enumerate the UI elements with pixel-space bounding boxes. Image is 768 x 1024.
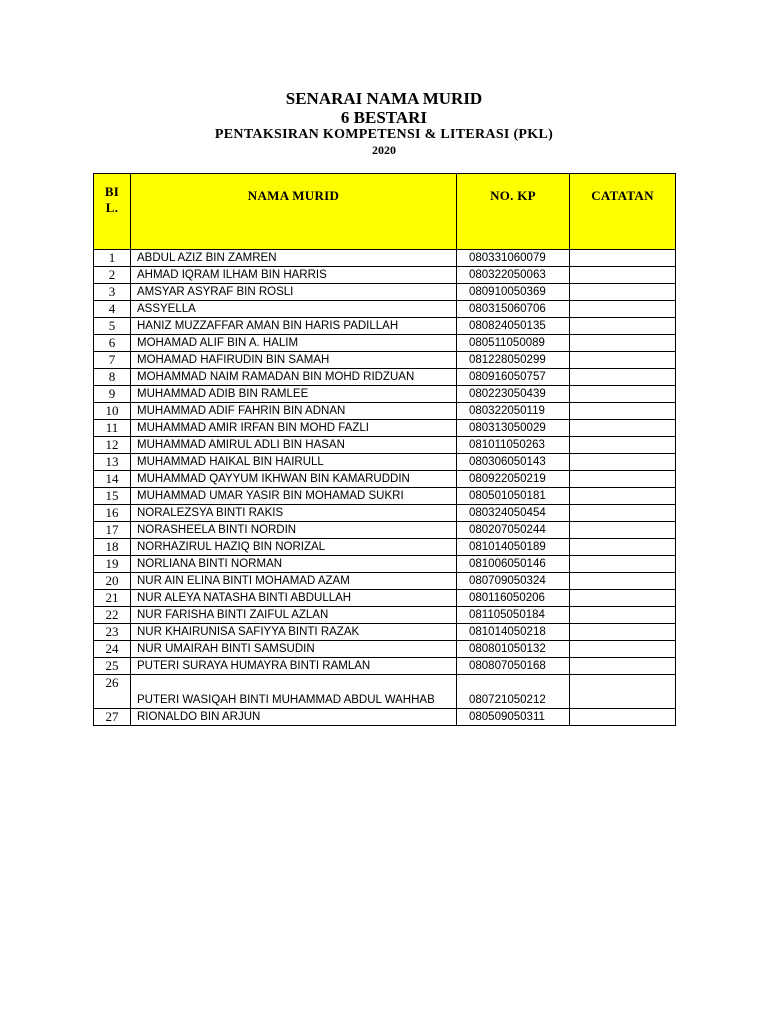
student-kp: 080306050143 <box>457 454 570 471</box>
student-kp: 080207050244 <box>457 522 570 539</box>
class-name: 6 BESTARI <box>340 108 428 127</box>
table-row <box>94 420 676 437</box>
table-row <box>94 658 676 675</box>
student-kp: 080315060706 <box>457 301 570 318</box>
student-notes <box>570 318 676 335</box>
student-notes <box>570 437 676 454</box>
header-name: NAMA MURID <box>131 174 457 250</box>
row-number: 20 <box>94 573 131 590</box>
student-name: HANIZ MUZZAFFAR AMAN BIN HARIS PADILLAH <box>131 318 457 335</box>
student-notes <box>570 573 676 590</box>
student-kp: 081228050299 <box>457 352 570 369</box>
student-kp: 080501050181 <box>457 488 570 505</box>
student-notes <box>570 454 676 471</box>
student-name: MUHAMMAD ADIF FAHRIN BIN ADNAN <box>131 403 457 420</box>
row-number: 27 <box>94 709 131 726</box>
student-notes <box>570 658 676 675</box>
student-name: MOHAMAD HAFIRUDIN BIN SAMAH <box>131 352 457 369</box>
student-notes <box>570 488 676 505</box>
row-number: 26 <box>94 675 131 709</box>
student-name: NORALEZSYA BINTI RAKIS <box>131 505 457 522</box>
row-number: 13 <box>94 454 131 471</box>
student-kp: 080322050063 <box>457 267 570 284</box>
student-notes <box>570 301 676 318</box>
row-number: 21 <box>94 590 131 607</box>
header-notes: CATATAN <box>570 174 676 250</box>
student-notes <box>570 403 676 420</box>
table-row <box>94 488 676 505</box>
table-row <box>94 454 676 471</box>
student-kp: 080922050219 <box>457 471 570 488</box>
student-name: AHMAD IQRAM ILHAM BIN HARRIS <box>131 267 457 284</box>
row-number: 3 <box>94 284 131 301</box>
table-row <box>94 437 676 454</box>
student-table <box>93 173 676 726</box>
student-kp: 080116050206 <box>457 590 570 607</box>
student-kp: 081105050184 <box>457 607 570 624</box>
student-kp: 080509050311 <box>457 709 570 726</box>
table-row <box>94 403 676 420</box>
student-name: MUHAMMAD AMIR IRFAN BIN MOHD FAZLI <box>131 420 457 437</box>
table-row <box>94 522 676 539</box>
row-number: 23 <box>94 624 131 641</box>
header-bil-line2: L. <box>105 200 119 215</box>
document-title: SENARAI NAMA MURID <box>285 89 483 108</box>
table-row <box>94 267 676 284</box>
student-name: MUHAMMAD ADIB BIN RAMLEE <box>131 386 457 403</box>
row-number: 22 <box>94 607 131 624</box>
student-name: MUHAMMAD UMAR YASIR BIN MOHAMAD SUKRI <box>131 488 457 505</box>
row-number: 11 <box>94 420 131 437</box>
student-kp: 081011050263 <box>457 437 570 454</box>
student-notes <box>570 556 676 573</box>
student-kp: 080331060079 <box>457 250 570 267</box>
student-name: AMSYAR ASYRAF BIN ROSLI <box>131 284 457 301</box>
document-year: 2020 <box>372 143 396 157</box>
table-row <box>94 624 676 641</box>
table-body <box>94 250 676 726</box>
student-notes <box>570 352 676 369</box>
student-name: MUHAMMAD QAYYUM IKHWAN BIN KAMARUDDIN <box>131 471 457 488</box>
student-notes <box>570 471 676 488</box>
table-row <box>94 250 676 267</box>
student-name: PUTERI WASIQAH BINTI MUHAMMAD ABDUL WAHHAB <box>131 675 457 709</box>
student-name: NUR FARISHA BINTI ZAIFUL AZLAN <box>131 607 457 624</box>
student-notes <box>570 709 676 726</box>
row-number: 1 <box>94 250 131 267</box>
student-name: MUHAMMAD HAIKAL BIN HAIRULL <box>131 454 457 471</box>
row-number: 24 <box>94 641 131 658</box>
header-bil-line1: BI <box>104 184 120 199</box>
student-kp: 080801050132 <box>457 641 570 658</box>
student-name: NORLIANA BINTI NORMAN <box>131 556 457 573</box>
row-number: 17 <box>94 522 131 539</box>
student-notes <box>570 539 676 556</box>
student-name: MUHAMMAD AMIRUL ADLI BIN HASAN <box>131 437 457 454</box>
student-notes <box>570 505 676 522</box>
row-number: 25 <box>94 658 131 675</box>
table-row <box>94 335 676 352</box>
row-number: 16 <box>94 505 131 522</box>
row-number: 18 <box>94 539 131 556</box>
student-notes <box>570 607 676 624</box>
row-number: 4 <box>94 301 131 318</box>
student-kp: 080916050757 <box>457 369 570 386</box>
student-name: NORASHEELA BINTI NORDIN <box>131 522 457 539</box>
table-row <box>94 352 676 369</box>
student-kp: 080223050439 <box>457 386 570 403</box>
table-row <box>94 573 676 590</box>
student-name: PUTERI SURAYA HUMAYRA BINTI RAMLAN <box>131 658 457 675</box>
table-row <box>94 284 676 301</box>
student-name: RIONALDO BIN ARJUN <box>131 709 457 726</box>
table-header-row <box>94 174 676 250</box>
student-kp: 080709050324 <box>457 573 570 590</box>
student-notes <box>570 386 676 403</box>
student-name: NORHAZIRUL HAZIQ BIN NORIZAL <box>131 539 457 556</box>
student-notes <box>570 641 676 658</box>
student-kp: 081014050218 <box>457 624 570 641</box>
student-notes <box>570 369 676 386</box>
student-name: MOHAMMAD NAIM RAMADAN BIN MOHD RIDZUAN <box>131 369 457 386</box>
student-kp: 080324050454 <box>457 505 570 522</box>
student-name: ABDUL AZIZ BIN ZAMREN <box>131 250 457 267</box>
student-name: NUR UMAIRAH BINTI SAMSUDIN <box>131 641 457 658</box>
row-number: 8 <box>94 369 131 386</box>
table-row <box>94 607 676 624</box>
student-name: MOHAMAD ALIF BIN A. HALIM <box>131 335 457 352</box>
student-name: NUR ALEYA NATASHA BINTI ABDULLAH <box>131 590 457 607</box>
student-notes <box>570 335 676 352</box>
row-number: 9 <box>94 386 131 403</box>
table-row <box>94 301 676 318</box>
row-number: 6 <box>94 335 131 352</box>
table-row <box>94 675 676 709</box>
student-kp: 080313050029 <box>457 420 570 437</box>
student-kp: 080322050119 <box>457 403 570 420</box>
table-row <box>94 556 676 573</box>
header-kp: NO. KP <box>457 174 570 250</box>
student-notes <box>570 284 676 301</box>
table-row <box>94 505 676 522</box>
table-row <box>94 641 676 658</box>
student-notes <box>570 522 676 539</box>
row-number: 19 <box>94 556 131 573</box>
student-name: ASSYELLA <box>131 301 457 318</box>
header-bil <box>94 174 131 250</box>
student-kp: 081014050189 <box>457 539 570 556</box>
table-row <box>94 386 676 403</box>
student-kp: 080824050135 <box>457 318 570 335</box>
student-kp: 080807050168 <box>457 658 570 675</box>
table-row <box>94 369 676 386</box>
row-number: 10 <box>94 403 131 420</box>
row-number: 2 <box>94 267 131 284</box>
row-number: 12 <box>94 437 131 454</box>
student-kp: 080511050089 <box>457 335 570 352</box>
student-notes <box>570 675 676 709</box>
row-number: 14 <box>94 471 131 488</box>
student-kp: 081006050146 <box>457 556 570 573</box>
student-name: NUR KHAIRUNISA SAFIYYA BINTI RAZAK <box>131 624 457 641</box>
row-number: 7 <box>94 352 131 369</box>
row-number: 5 <box>94 318 131 335</box>
table-row <box>94 471 676 488</box>
table-row <box>94 709 676 726</box>
student-notes <box>570 590 676 607</box>
student-notes <box>570 267 676 284</box>
student-notes <box>570 624 676 641</box>
table-row <box>94 539 676 556</box>
student-kp: 080721050212 <box>457 675 570 709</box>
student-name: NUR AIN ELINA BINTI MOHAMAD AZAM <box>131 573 457 590</box>
student-kp: 080910050369 <box>457 284 570 301</box>
student-notes <box>570 250 676 267</box>
table-row <box>94 318 676 335</box>
row-number: 15 <box>94 488 131 505</box>
table-row <box>94 590 676 607</box>
document-subtitle: PENTAKSIRAN KOMPETENSI & LITERASI (PKL) <box>214 127 554 142</box>
student-notes <box>570 420 676 437</box>
